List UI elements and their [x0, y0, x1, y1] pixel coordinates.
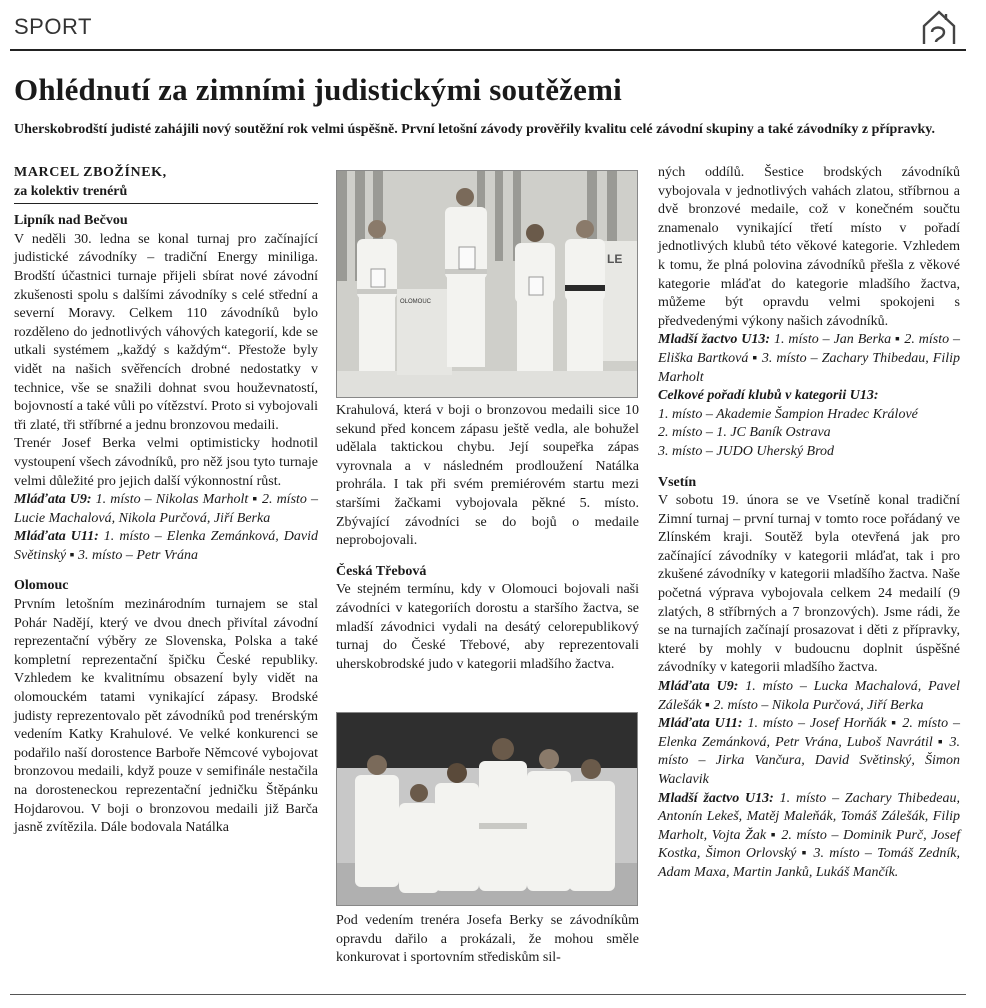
subhead-ceska-trebova: Česká Třebová [336, 563, 427, 579]
photo-banner-text: OLOMOUC [400, 299, 432, 305]
judoka-left [357, 220, 397, 371]
club-standings [658, 387, 960, 406]
results-label: Mláďata U9: [14, 492, 92, 508]
subhead-olomouc: Olomouc [14, 578, 69, 594]
results-u11 [658, 715, 960, 789]
top-rule [10, 49, 966, 51]
article-title: Ohlédnutí za zimními judistickými soutěžemi [14, 72, 622, 107]
paragraph: Krahulová, která v boji o bronzovou medaili sice 10 sekund před koncem zápasu ještě vedla, ale bohužel udělala taktickou chybu. Její soupeřka zápas vyrovnala a v následném prodloužení Natálka prohrála. I tak při svém premiérovém startu mezi staršími žačkami vybojovala pěkné 5. místo. Zbývající závodníci se do bojů o medaile neprobojovali. [336, 403, 639, 549]
results-text: 1. místo – Nikolas Marholt ▪ 2. místo – Lucie Machalová, Nikola Purčová, Jiří Berka [14, 492, 318, 526]
results-u9 [14, 491, 318, 528]
paragraph: Ve stejném termínu, kdy v Olomouci bojovali naši závodníci v kategoriích dorostu a staršího žactva, se mladší závodnici vydali na desátý celorepublikový turnaj do České Třebové, aby reprezentovali uherskobrodské judo v kategorii mladšího žactva. [336, 582, 639, 672]
club-standing-line: 3. místo – JUDO Uherský Brod [658, 443, 835, 459]
results-u9 [658, 678, 960, 715]
paragraph: Prvním letošním mezinárodním turnajem se stal Pohár Nadějí, který ve dvou dnech přivítal závodní reprezentační výběry ze Slovenska, Polska a také kompletní reprezentační špičku České republiky. Vzhledem ke kvalitnímu obsazení byly vidět na olomouckém tatami vynikající zápasy. Brodské judisty reprezentovalo pět závodníků pod trenérským vedením Katky Krahulové. Ve velké konkurenci se podařilo naší dorostence Barboře Němcové vybojovat bronzovou medaili, když pouze v semifinále nestačila na dorosteneckou reprezentační jedničku Štěpánku Hojdarovou. V boji o bronzovou medaili již Barča jasně zvítězila. Dále bodovala Natálka [14, 597, 318, 836]
team-photo [336, 712, 638, 906]
author-team: za kolektiv trenérů [14, 183, 318, 205]
bottom-rule [10, 994, 966, 995]
subhead-vsetin: Vsetín [658, 474, 697, 490]
results-text: 1. místo – Zachary Thibedeau, Antonín Lekeš, Matěj Maleňák, Tomáš Zálešák, Filip Marholt, Vojta Žak ▪ 2. místo – Dominik Purč, Josef Kostka, Šimon Orlovský ▪ 3. místo – Tomáš Zedník, Adam Maxa, Martin Janků, Lukáš Mančík. [658, 790, 960, 880]
section-label: SPORT [14, 14, 92, 39]
results-text: 1. místo – Elenka Zemánková, David Světinský ▪ 3. místo – Petr Vrána [14, 529, 318, 563]
article-lead: Uherskobrodští judisté zahájili nový soutěžní rok velmi úspěšně. První letošní závody prověřily kvalitu celé závodní skupiny a také závodníky z přípravky. [14, 122, 935, 137]
column-1 [14, 164, 318, 838]
results-u13 [658, 331, 960, 387]
results-label: Mláďata U11: [658, 716, 743, 732]
column-2 [336, 402, 639, 674]
house-icon [918, 6, 960, 48]
column-3 [658, 164, 960, 883]
results-u13 [658, 790, 960, 883]
results-text: 1. místo – Josef Horňák ▪ 2. místo – Elenka Zemánková, Petr Vrána, Luboš Navrátil ▪ 3. místo – Jirka Vančura, David Světinský, Šimon Waclavik [658, 716, 960, 787]
results-label: Mladší žactvo U13: [658, 332, 771, 348]
photo-side-text: LE [607, 252, 623, 266]
author-name: MARCEL ZBOŽÍNEK, [14, 165, 167, 180]
club-standing-line: 2. místo – 1. JC Baník Ostrava [658, 425, 831, 441]
podium-photo [336, 170, 638, 398]
judoka-center [445, 188, 487, 367]
results-u11 [14, 528, 318, 565]
results-text: 1. místo – Lucka Machalová, Pavel Zálešák ▪ 2. místo – Nikola Purčová, Jiří Berka [658, 679, 960, 713]
paragraph: Pod vedením trenéra Josefa Berky se závodníkům opravdu dařilo a prokázali, že mohou směle konkurovat i sportovním střediskům sil- [336, 913, 639, 966]
paragraph: V sobotu 19. února se ve Vsetíně konal tradiční Zimní turnaj – první turnaj v tomto roce pořádaný ve Zlínském kraji. Soutěž byla otevřená jak pro začínající závodníky v kategorii mláďat, tak i pro zkušené závodníky v kategorii mladšího žactva. Naše početná výprava vybojovala celkem 24 medailí (9 zlatých, 8 stříbrných a 7 bronzových). Jsme rádi, že se na turnajích začínají prosazovat i děti z přípravky, které by mohly v budoucnu doplnit úspěšné závodníky v kategorii mladšího žactva. [658, 493, 960, 676]
paragraph: V neděli 30. ledna se konal turnaj pro začínající judistické závodníky – tradiční Energy miniliga. Brodští účastnici turnaje přijeli sbírat nové závodní zkušenosti spolu s dalšími závodníky s celé střední a severní Moravy. Celkem 110 závodníků bylo rozděleno do jednotlivých váhových kategorií, kde se utkali systémem „každý s každým“. Přestože byly vidět na našich svěřencích drobné nedostatky v technice, vše se snažili dohnat svou houževnatostí, bojovností a také vůli po vítězství. Proto si vybojovali tři zlaté, tři stříbrné a jednu bronzovou medaili. [14, 231, 318, 433]
results-label: Mláďata U9: [658, 679, 739, 695]
results-label: Mladší žactvo U13: [658, 790, 774, 806]
column-2-bottom [336, 912, 639, 968]
club-standing-line: 1. místo – Akademie Šampion Hradec Králové [658, 406, 918, 422]
subhead-lipnik: Lipník nad Bečvou [14, 213, 128, 229]
judoka-right2 [565, 220, 605, 371]
results-label: Mláďata U11: [14, 529, 99, 545]
judoka-right1 [515, 224, 555, 371]
results-text: 1. místo – Jan Berka ▪ 2. místo – Eliška Bartková ▪ 3. místo – Zachary Thibedau, Filip Marholt [658, 332, 961, 385]
results-label: Celkové pořadí klubů v kategorii U13: [658, 388, 879, 404]
paragraph: Trenér Josef Berka velmi optimisticky hodnotil vystoupení všech závodníků, pro něž jsou tyto turnaje velmi důležité pro jejich další výkonnostní růst. [14, 436, 318, 489]
paragraph: ných oddílů. Šestice brodských závodníků vybojovala v jednotlivých vahách zlatou, stříbrnou a dvě bronzové medaile, což v konečném součtu znamenalo vynikající třetí místo v pořadí jednotlivých klubů této věkové kategorie. Vzhledem k tomu, že plná polovina závodníků přešla z věkové kategorie mláďat do kategorie mladšího žactva, můžeme být opravdu velmi spokojeni s předvedenými výkony našich závodníků. [658, 165, 960, 329]
